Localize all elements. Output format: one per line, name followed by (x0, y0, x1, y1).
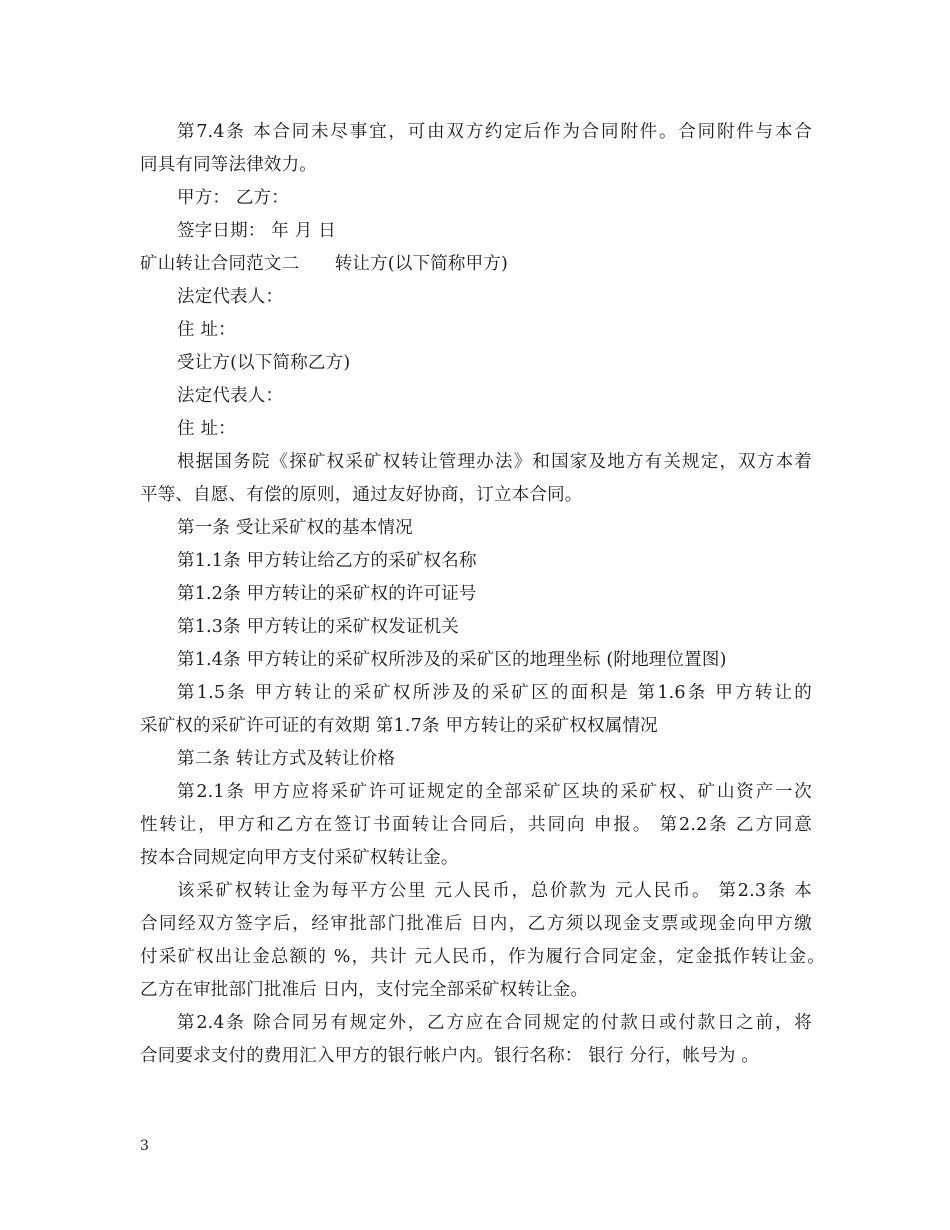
article-heading: 第一条 受让采矿权的基本情况 (177, 518, 413, 538)
paragraph-line: 第1.5条 甲方转让的采矿权所涉及的采矿区的面积是 第1.6条 甲方转让的 (177, 683, 812, 703)
paragraph-line: 第1.1条 甲方转让给乙方的采矿权名称 (177, 551, 477, 571)
paragraph-line: 第1.2条 甲方转让的采矿权的许可证号 (177, 584, 477, 604)
paragraph-line: 法定代表人： (177, 386, 284, 406)
paragraph-line: 性转让，甲方和乙方在签订书面转让合同后，共同向 申报。 第2.2条 乙方同意 (140, 815, 812, 835)
section-heading: 矿山转让合同范文二 转让方(以下简称甲方) (140, 254, 509, 274)
paragraph-line: 合同经双方签字后，经审批部门批准后 日内，乙方须以现金支票或现金向甲方缴 (140, 914, 812, 934)
paragraph-line: 合同要求支付的费用汇入甲方的银行帐户内。银行名称： 银行 分行，帐号为 。 (140, 1046, 760, 1066)
paragraph-line: 根据国务院《探矿权采矿权转让管理办法》和国家及地方有关规定，双方本着 (177, 452, 812, 472)
paragraph-line: 该采矿权转让金为每平方公里 元人民币，总价款为 元人民币。 第2.3条 本 (177, 881, 812, 901)
paragraph-line: 第2.1条 甲方应将采矿许可证规定的全部采矿区块的采矿权、矿山资产一次 (177, 782, 812, 802)
paragraph-line: 住 址： (177, 320, 236, 340)
paragraph-line: 按本合同规定向甲方支付采矿权转让金。 (140, 848, 459, 868)
signature-date-line: 签字日期： 年 月 日 (177, 221, 336, 241)
paragraph-line: 第1.4条 甲方转让的采矿权所涉及的采矿区的地理坐标 (附地理位置图) (177, 650, 727, 670)
paragraph-line: 采矿权的采矿许可证的有效期 第1.7条 甲方转让的采矿权权属情况 (140, 716, 658, 736)
article-heading: 第二条 转让方式及转让价格 (177, 749, 396, 769)
signature-parties-line: 甲方： 乙方： (177, 188, 289, 208)
paragraph-line: 乙方在审批部门批准后 日内，支付完全部采矿权转让金。 (140, 980, 589, 1000)
paragraph-line: 住 址： (177, 419, 236, 439)
paragraph-line: 平等、自愿、有偿的原则，通过友好协商，订立本合同。 (140, 485, 583, 505)
page-number: 3 (140, 1138, 149, 1154)
paragraph-line: 受让方(以下简称乙方) (177, 353, 351, 373)
paragraph-line: 第7.4条 本合同未尽事宜，可由双方约定后作为合同附件。合同附件与本合 (177, 122, 812, 142)
paragraph-line: 第1.3条 甲方转让的采矿权发证机关 (177, 617, 459, 637)
paragraph-line: 付采矿权出让金总额的 %，共计 元人民币，作为履行合同定金，定金抵作转让金。 (140, 947, 825, 967)
paragraph-line: 同具有同等法律效力。 (140, 155, 317, 175)
paragraph-line: 第2.4条 除合同另有规定外，乙方应在合同规定的付款日或付款日之前，将 (177, 1013, 812, 1033)
paragraph-line: 法定代表人： (177, 287, 284, 307)
